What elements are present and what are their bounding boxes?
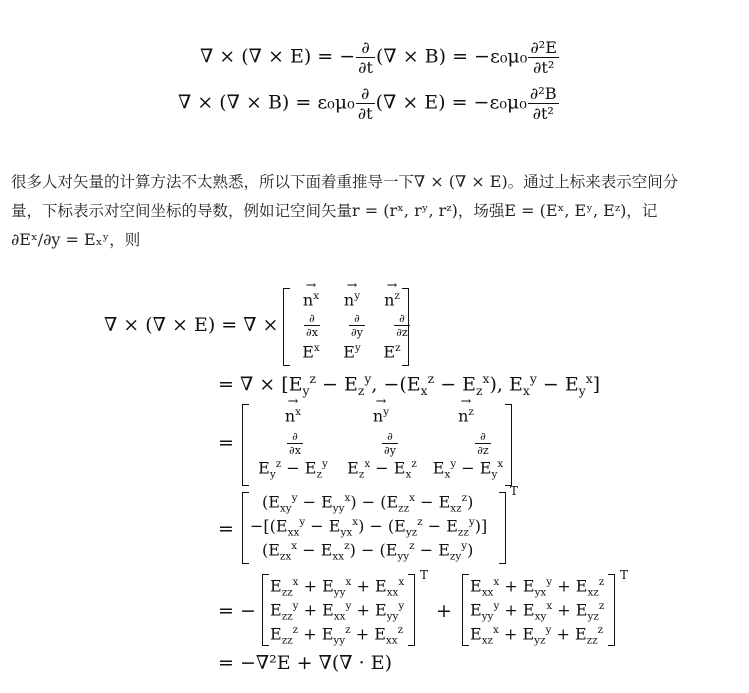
explanation-paragraph: 很多人对矢量的计算方法不太熟悉，所以下面着重推导一下∇ × (∇ × E)。通过上标来表示空间分 量，下标表示对空间坐标的导数，例如记空间矢量r = (rˣ, rʸ, rᶻ)，场强E = (Eˣ, Eʸ, Eᶻ)，记 ∂Eˣ/∂y = Eₓʸ，则 (11, 172, 679, 249)
matrix3-right-bracket (499, 492, 506, 564)
matrix4-row1: $E_{zz}^x + E_{yy}^x + E_{xx}^x$ (270, 576, 405, 599)
matrix2-left-bracket (242, 404, 249, 486)
matrix5-transpose: T (620, 568, 629, 582)
matrix3-row3: $(E_{zx}^x - E_{xx}^z) - (E_{yy}^z - E_{zy}^y)$ (262, 540, 474, 563)
matrix4-row3: $E_{zz}^z + E_{yy}^z + E_{xx}^z$ (270, 624, 404, 647)
derivation-eq-3: = (218, 432, 234, 454)
matrix1-left-bracket (283, 288, 290, 366)
header-equation-1: ∇ × (∇ × E) = − $\frac{\partial}{\partial t}$ (∇ × B) = −ε₀μ₀ $\frac{\text{∂²E}}{\text{∂t²}}$ (200, 38, 558, 77)
matrix5-left-bracket (462, 574, 469, 646)
matrix2-row1: → $n^x\to n^y\to n^z$ (250, 406, 506, 425)
matrix2-row2: $\frac{\partial}{\partial x}$ $\frac{\partial}{\partial y}$ $\frac{\partial}{\partial z}$ (289, 430, 489, 457)
derivation-lhs: ∇ × (∇ × E) = ∇ × (104, 314, 279, 336)
matrix3-row1: $(E_{xy}^y - E_{yy}^x) - (E_{zz}^x - E_{xz}^z)$ (262, 492, 474, 515)
matrix5-row2: $E_{yy}^y + E_{xy}^x + E_{yz}^z$ (470, 600, 605, 623)
derivation-step-2: = ∇ × [$E_y^z - E_z^y$, $-(E_x^z - E_z^x)$, $E_x^y - E_y^x$] (218, 372, 601, 399)
matrix3-left-bracket (242, 492, 249, 564)
derivation-eq-5: = − (218, 600, 256, 622)
matrix4-left-bracket (262, 574, 269, 646)
matrix1-row3: $E^x$ $E^y$ $E^z$ (302, 342, 401, 362)
matrix5-row3: $E_{xz}^x + E_{yz}^y + E_{zz}^z$ (470, 624, 604, 647)
matrix5-right-bracket (608, 574, 615, 646)
derivation-eq-4: = (218, 518, 234, 540)
matrix4-right-bracket (408, 574, 415, 646)
matrix3-transpose: T (510, 484, 519, 498)
matrix4-row2: $E_{zz}^y + E_{xx}^y + E_{yy}^y$ (270, 600, 405, 623)
matrix2-row3: $E_y^z - E_z^y$ $E_z^x - E_x^z$ $E_x^y - E_y^x$ (258, 458, 504, 481)
matrix3-row2: $-[(E_{xx}^y - E_{yx}^x) - (E_{yz}^z - E_{zz}^y)]$ (250, 516, 488, 539)
matrix1-row1: → $n^x\to n^y\to n^z$ (292, 290, 410, 309)
header-equation-2: ∇ × (∇ × B) = ε₀μ₀ $\frac{\partial}{\partial t}$ (∇ × E) = −ε₀μ₀ $\frac{\text{∂²B}}{\text{∂t²}}$ (178, 84, 557, 123)
matrix5-row1: $E_{xx}^x + E_{yx}^y + E_{xz}^z$ (470, 576, 605, 599)
plus-sign: + (436, 600, 452, 622)
matrix4-transpose: T (420, 568, 429, 582)
derivation-final: = −∇²E + ∇(∇ · E) (218, 652, 392, 674)
matrix1-row2: $\frac{\partial}{\partial x}$ $\frac{\partial}{\partial y}$ $\frac{\partial}{\partial z}$ (306, 312, 408, 339)
